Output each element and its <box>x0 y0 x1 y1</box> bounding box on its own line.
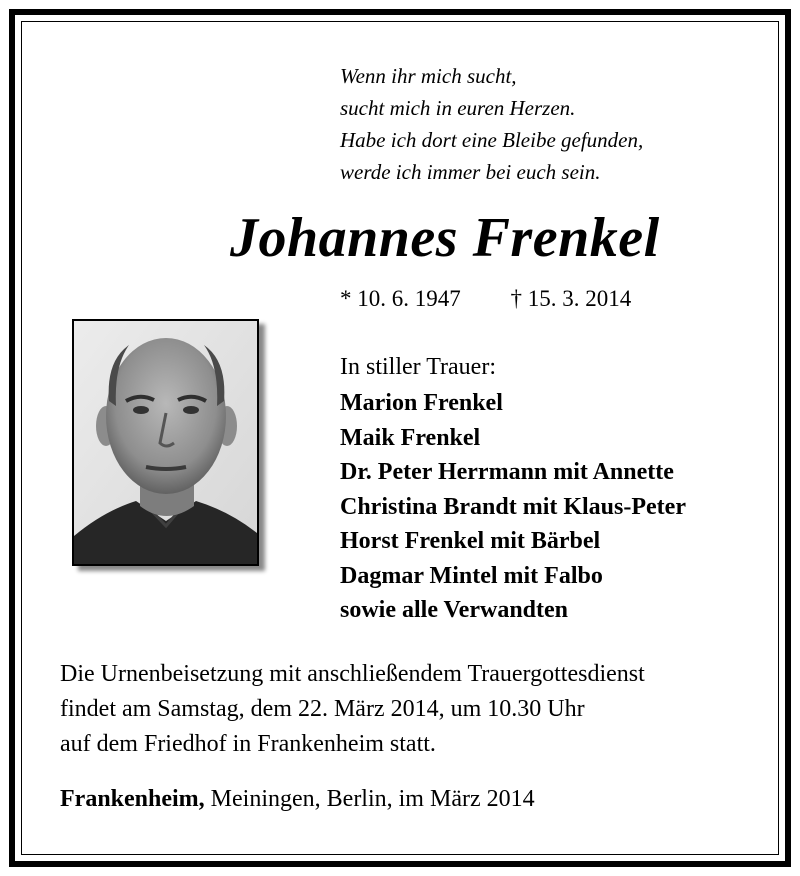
funeral-line: findet am Samstag, dem 22. März 2014, um 10.30 Uhr <box>60 696 585 722</box>
life-dates <box>340 286 631 312</box>
mourner-name: Christina Brandt mit Klaus-Peter <box>340 493 686 520</box>
mourner-name: Horst Frenkel mit Bärbel <box>340 528 601 554</box>
funeral-line: auf dem Friedhof in Frankenheim statt. <box>60 731 436 757</box>
poem-line: Habe ich dort eine Bleibe gefunden, <box>340 128 644 152</box>
mourner-name: Dagmar Mintel mit Falbo <box>340 562 603 589</box>
poem-line: sucht mich in euren Herzen. <box>340 96 576 120</box>
portrait-image <box>74 321 257 564</box>
closing-line <box>60 786 535 813</box>
mourner-name: Dr. Peter Herrmann mit Annette <box>340 459 674 485</box>
birth-date: * 10. 6. 1947 <box>340 286 461 311</box>
mourner-name: Maik Frenkel <box>340 424 481 451</box>
mourner-name: sowie alle Verwandten <box>340 597 568 623</box>
mourners-list <box>340 350 686 628</box>
poem-line: Wenn ihr mich sucht, <box>340 64 517 88</box>
closing-rest: Meiningen, Berlin, im März 2014 <box>204 786 535 812</box>
portrait-photo <box>72 319 259 566</box>
deceased-name: Johannes Frenkel <box>230 207 660 269</box>
funeral-notice <box>60 657 645 762</box>
funeral-line: Die Urnenbeisetzung mit anschließendem Trauergottesdienst <box>60 661 645 687</box>
closing-place: Frankenheim, <box>60 786 205 812</box>
poem-line: werde ich immer bei euch sein. <box>340 160 601 184</box>
poem <box>340 60 643 188</box>
mourner-name: Marion Frenkel <box>340 390 503 416</box>
death-date: † 15. 3. 2014 <box>510 286 632 311</box>
mourners-intro: In stiller Trauer: <box>340 354 496 380</box>
